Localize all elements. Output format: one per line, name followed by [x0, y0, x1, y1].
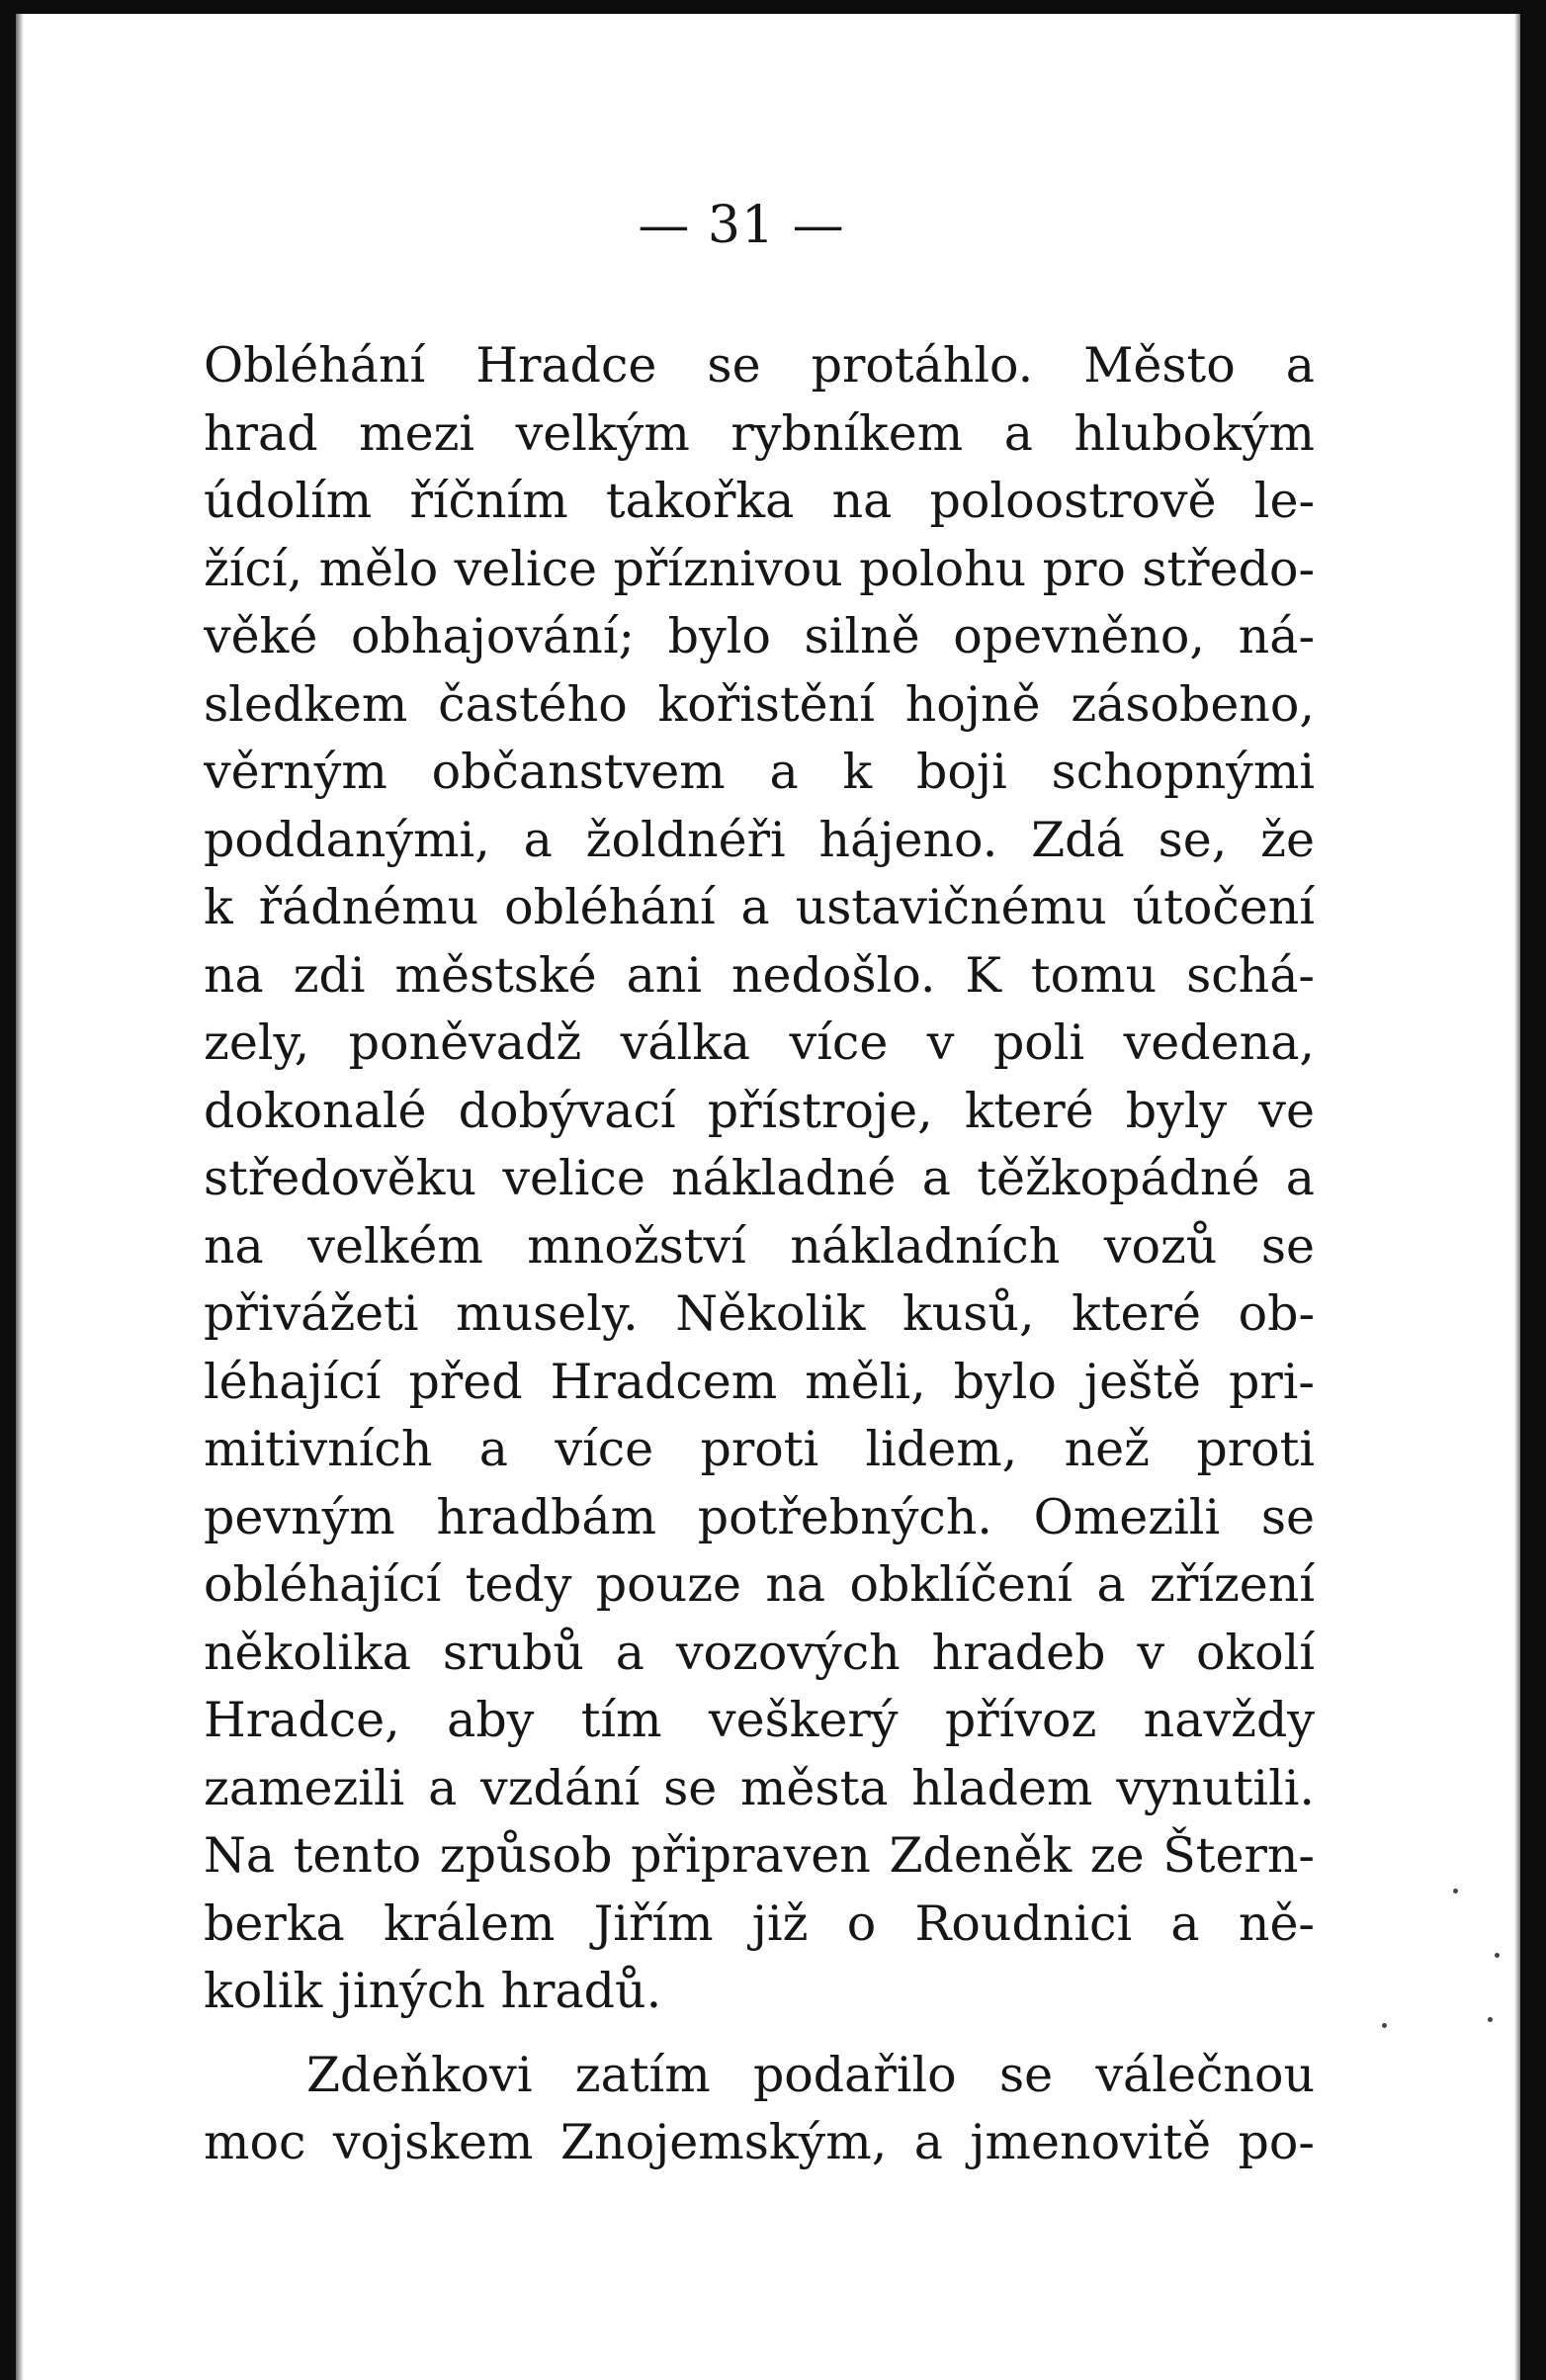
scan-shadow-right	[1514, 14, 1520, 2380]
text-line: na velkém množství nákladních vozů se	[204, 1217, 1315, 1275]
text-line: věké obhajování; bylo silně opevněno, ná-	[204, 608, 1315, 664]
text-line: údolím říčním takořka na poloostrově le-	[204, 473, 1315, 529]
text-line: zamezili a vzdání se města hladem vynutili.	[204, 1759, 1315, 1816]
text-line: berka králem Jiřím již o Roudnici a ně-	[204, 1895, 1315, 1952]
scan-border-right	[1520, 0, 1546, 2380]
page-number: — 31 —	[638, 196, 845, 255]
paragraph-2	[204, 2042, 1315, 2177]
text-line: dokonalé dobývací přístroje, které byly ve	[204, 1082, 1315, 1139]
text-line: pevným hradbám potřebných. Omezili se	[204, 1488, 1315, 1545]
text-line: hrad mezi velkým rybníkem a hlubokým	[204, 404, 1315, 462]
text-line: sledkem častého kořistění hojně zásobeno,	[204, 675, 1315, 733]
text-line: Obléhání Hradce se protáhlo. Město a	[204, 337, 1315, 394]
text-line: přivážeti musely. Několik kusů, které ob-	[204, 1285, 1315, 1342]
scan-border-left	[0, 0, 16, 2380]
text-line: věrným občanstvem a k boji schopnými	[204, 744, 1315, 800]
text-line: poddanými, a žoldnéři hájeno. Zdá se, že	[204, 811, 1315, 868]
text-line: k řádnému obléhání a ustavičnému útočení	[204, 879, 1315, 935]
scan-border-top	[0, 0, 1546, 14]
text-line: zely, poněvadž válka více v poli vedena,	[204, 1014, 1315, 1071]
text-line: středověku velice nákladné a těžkopádné a	[204, 1150, 1315, 1206]
text-line: Na tento způsob připraven Zdeněk ze Štern-	[204, 1827, 1315, 1884]
scan-speck	[1382, 2023, 1387, 2028]
text-line: žící, mělo velice příznivou polohu pro středo-	[204, 540, 1315, 597]
paragraph-gap	[204, 2026, 1315, 2042]
text-line: moc vojskem Znojemským, a jmenovitě po-	[204, 2114, 1315, 2170]
text-line: Hradce, aby tím veškerý přívoz navždy	[204, 1692, 1315, 1748]
text-line: mitivních a více proti lidem, než proti	[204, 1421, 1315, 1477]
scan-shadow-left	[16, 14, 24, 2380]
text-line: kolik jiných hradů.	[204, 1963, 662, 2019]
text-line: obléhající tedy pouze na obklíčení a zřízení	[204, 1556, 1315, 1613]
scan-speck	[1495, 1953, 1500, 1958]
text-line: na zdi městské ani nedošlo. K tomu schá-	[204, 946, 1315, 1004]
text-line: léhající před Hradcem měli, bylo ještě pri-	[204, 1353, 1315, 1410]
text-line: několika srubů a vozových hradeb v okolí	[204, 1624, 1315, 1681]
scan-speck	[1488, 2017, 1493, 2022]
body-text	[204, 332, 1315, 2177]
text-line: Zdeňkovi zatím podařilo se válečnou	[306, 2046, 1315, 2103]
paragraph-1	[204, 332, 1315, 2026]
scan-speck	[1453, 1889, 1458, 1894]
